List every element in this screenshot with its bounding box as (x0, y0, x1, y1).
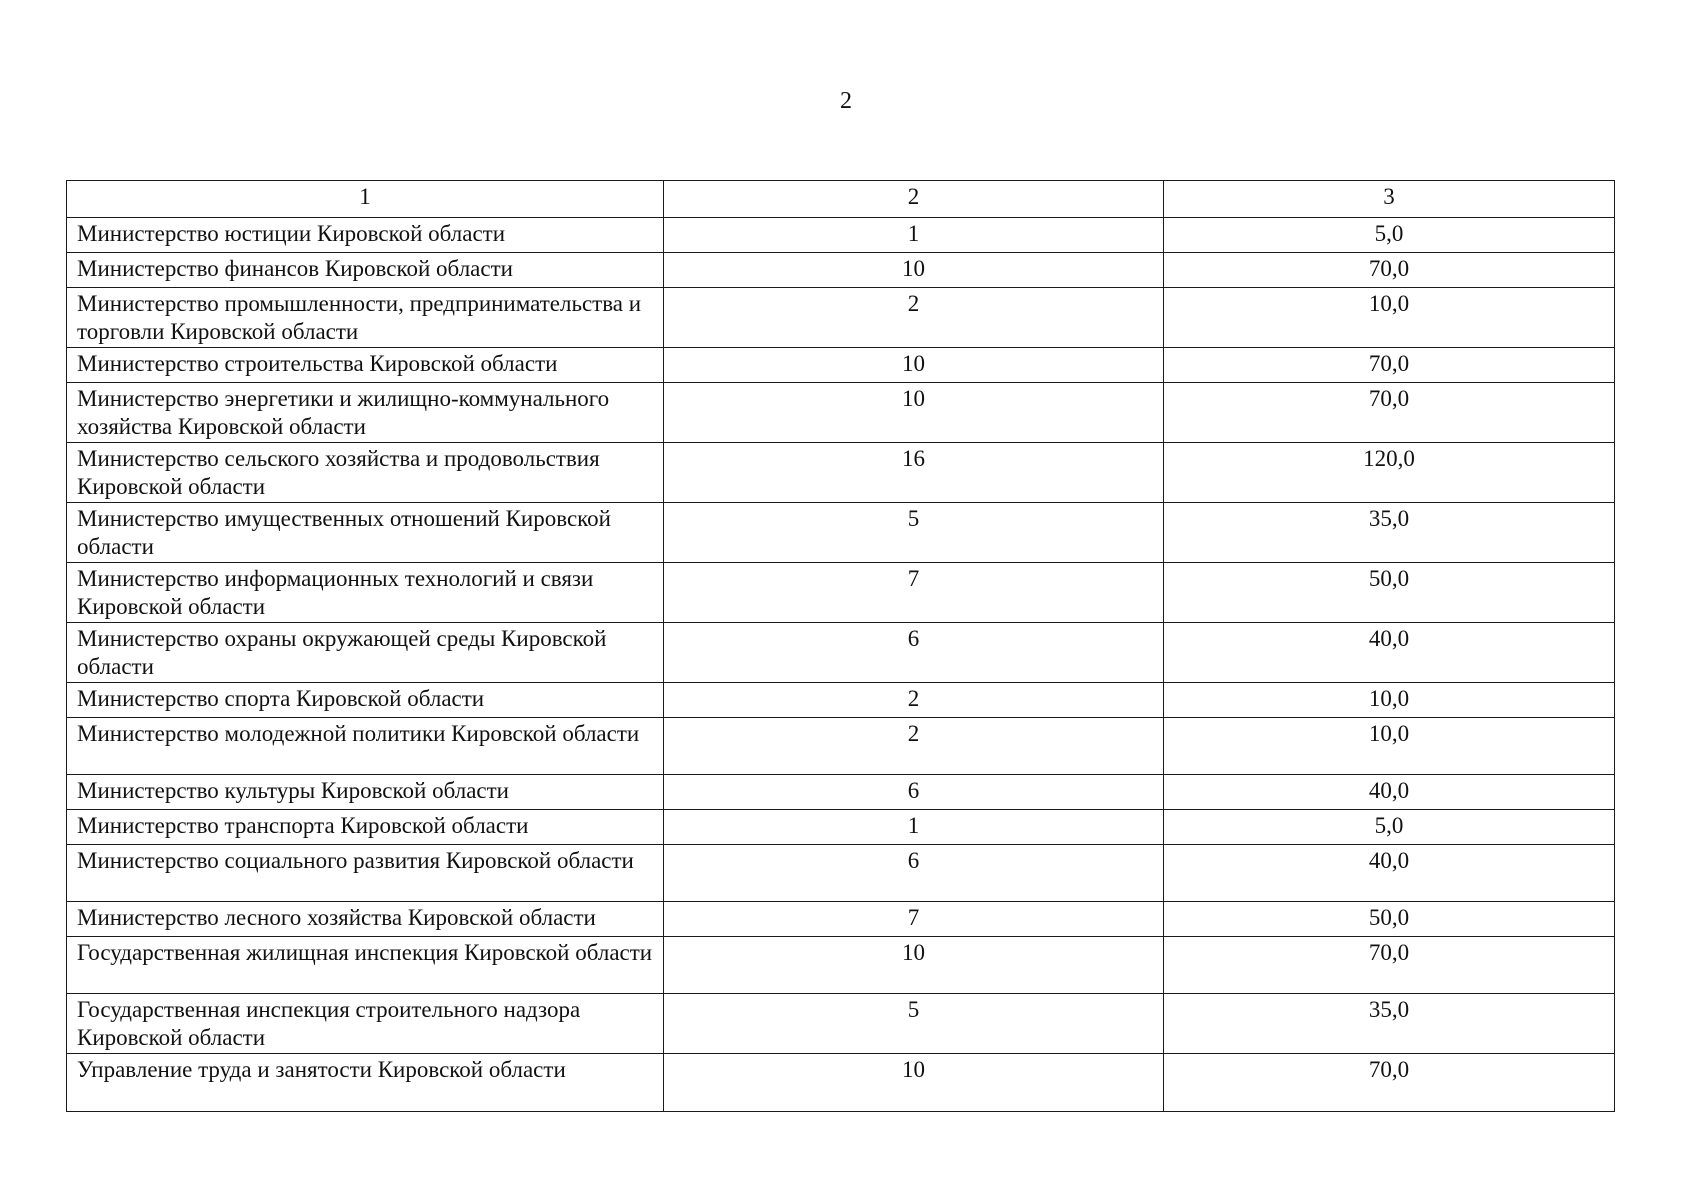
count-cell: 1 (664, 218, 1164, 253)
count-cell: 6 (664, 775, 1164, 810)
table-row (67, 563, 1615, 623)
amount-cell: 70,0 (1164, 937, 1615, 994)
amount-cell: 120,0 (1164, 443, 1615, 503)
table-row (67, 683, 1615, 718)
amount-cell: 70,0 (1164, 348, 1615, 383)
table-row (67, 845, 1615, 902)
agency-name-cell: Министерство финансов Кировской области (67, 253, 664, 288)
amount-cell: 40,0 (1164, 845, 1615, 902)
column-header-3: 3 (1164, 181, 1615, 218)
table-row (67, 994, 1615, 1054)
count-cell: 5 (664, 503, 1164, 563)
agency-name-cell: Министерство транспорта Кировской области (67, 810, 664, 845)
table-row (67, 623, 1615, 683)
agency-name-cell: Министерство культуры Кировской области (67, 775, 664, 810)
table-row (67, 718, 1615, 775)
amount-cell: 35,0 (1164, 994, 1615, 1054)
agency-name-cell: Министерство лесного хозяйства Кировской области (67, 902, 664, 937)
amount-cell: 5,0 (1164, 810, 1615, 845)
agency-name-cell: Министерство молодежной политики Кировской области (67, 718, 664, 775)
table-row (67, 288, 1615, 348)
count-cell: 10 (664, 348, 1164, 383)
column-header-1: 1 (67, 181, 664, 218)
table-row (67, 810, 1615, 845)
count-cell: 2 (664, 683, 1164, 718)
table-row (67, 348, 1615, 383)
count-cell: 10 (664, 1054, 1164, 1112)
allocation-table (66, 180, 1615, 1112)
agency-name-cell: Государственная инспекция строительного надзора Кировской области (67, 994, 664, 1054)
agency-name-cell: Министерство строительства Кировской области (67, 348, 664, 383)
agency-name-cell: Государственная жилищная инспекция Кировской области (67, 937, 664, 994)
amount-cell: 40,0 (1164, 623, 1615, 683)
agency-name-cell: Министерство промышленности, предпринимательства и торговли Кировской области (67, 288, 664, 348)
agency-name-cell: Министерство информационных технологий и связи Кировской области (67, 563, 664, 623)
count-cell: 6 (664, 845, 1164, 902)
count-cell: 7 (664, 563, 1164, 623)
amount-cell: 10,0 (1164, 683, 1615, 718)
count-cell: 16 (664, 443, 1164, 503)
agency-name-cell: Министерство имущественных отношений Кировской области (67, 503, 664, 563)
amount-cell: 10,0 (1164, 288, 1615, 348)
count-cell: 10 (664, 937, 1164, 994)
table-row (67, 383, 1615, 443)
amount-cell: 70,0 (1164, 1054, 1615, 1112)
amount-cell: 50,0 (1164, 563, 1615, 623)
table-header-row (67, 181, 1615, 218)
agency-name-cell: Министерство социального развития Кировской области (67, 845, 664, 902)
table-row (67, 443, 1615, 503)
amount-cell: 50,0 (1164, 902, 1615, 937)
amount-cell: 10,0 (1164, 718, 1615, 775)
count-cell: 7 (664, 902, 1164, 937)
count-cell: 6 (664, 623, 1164, 683)
table-row (67, 1054, 1615, 1112)
amount-cell: 40,0 (1164, 775, 1615, 810)
count-cell: 2 (664, 718, 1164, 775)
table-row (67, 775, 1615, 810)
table-row (67, 218, 1615, 253)
count-cell: 1 (664, 810, 1164, 845)
count-cell: 10 (664, 253, 1164, 288)
count-cell: 2 (664, 288, 1164, 348)
amount-cell: 70,0 (1164, 253, 1615, 288)
table-row (67, 253, 1615, 288)
agency-name-cell: Министерство спорта Кировской области (67, 683, 664, 718)
count-cell: 10 (664, 383, 1164, 443)
count-cell: 5 (664, 994, 1164, 1054)
agency-name-cell: Министерство юстиции Кировской области (67, 218, 664, 253)
table-row (67, 902, 1615, 937)
amount-cell: 5,0 (1164, 218, 1615, 253)
amount-cell: 70,0 (1164, 383, 1615, 443)
page-number: 2 (840, 88, 852, 114)
table-row (67, 937, 1615, 994)
table-row (67, 503, 1615, 563)
column-header-2: 2 (664, 181, 1164, 218)
agency-name-cell: Министерство энергетики и жилищно-коммунального хозяйства Кировской области (67, 383, 664, 443)
amount-cell: 35,0 (1164, 503, 1615, 563)
agency-name-cell: Министерство сельского хозяйства и продовольствия Кировской области (67, 443, 664, 503)
agency-name-cell: Министерство охраны окружающей среды Кировской области (67, 623, 664, 683)
agency-name-cell: Управление труда и занятости Кировской области (67, 1054, 664, 1112)
